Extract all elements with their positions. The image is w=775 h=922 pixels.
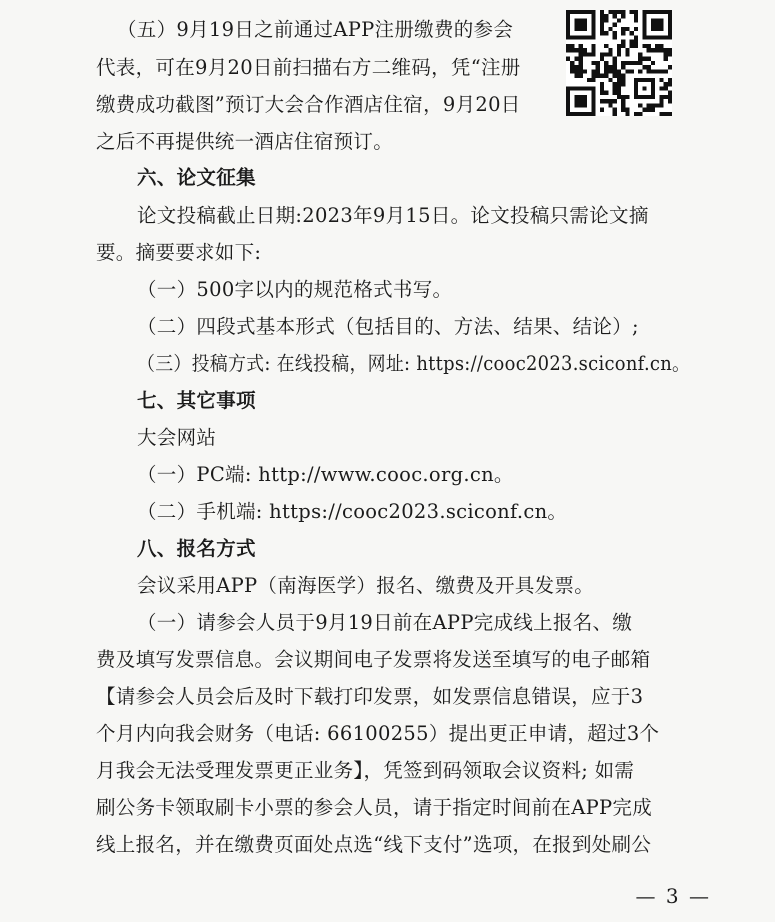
qr-module: [621, 31, 625, 35]
qr-module: [600, 74, 604, 78]
qr-module: [574, 74, 578, 78]
section-heading-7: 七、其它事项: [137, 389, 256, 412]
qr-module: [621, 65, 625, 69]
qr-module: [621, 103, 625, 107]
qr-module: [621, 40, 625, 44]
qr-module: [591, 61, 595, 65]
qr-module: [613, 91, 617, 95]
section-heading-6: 六、论文征集: [137, 166, 256, 189]
qr-module: [647, 69, 651, 73]
qr-module: [655, 69, 659, 73]
qr-module: [634, 18, 638, 22]
qr-module: [591, 44, 595, 48]
qr-module: [630, 31, 634, 35]
qr-module: [651, 61, 655, 65]
qr-module: [659, 95, 663, 99]
text-line: （二）手机端: https://cooc2023.sciconf.cn。: [137, 500, 568, 523]
qr-module: [600, 27, 604, 31]
qr-module: [600, 108, 604, 112]
qr-module: [625, 108, 629, 112]
qr-module: [659, 99, 663, 103]
qr-module: [617, 95, 621, 99]
qr-module: [613, 14, 617, 18]
qr-module: [613, 99, 617, 103]
qr-module: [659, 78, 663, 82]
qr-module: [600, 31, 604, 35]
qr-module: [634, 61, 638, 65]
qr-module: [608, 65, 612, 69]
qr-module: [604, 18, 608, 22]
qr-module: [600, 86, 604, 90]
text-line: 论文投稿截止日期:2023年9月15日。论文投稿只需论文摘: [137, 204, 649, 227]
qr-module: [668, 65, 672, 69]
qr-module: [613, 35, 617, 39]
qr-module: [600, 91, 604, 95]
qr-module: [659, 86, 663, 90]
qr-module: [608, 27, 612, 31]
qr-module: [647, 57, 651, 61]
qr-module: [664, 95, 668, 99]
page-number: — 3 —: [635, 884, 711, 908]
text-line: 月我会无法受理发票更正业务】，凭签到码领取会议资料; 如需: [96, 759, 635, 782]
qr-module: [583, 69, 587, 73]
qr-module: [647, 108, 651, 112]
qr-module: [579, 48, 583, 52]
text-line: 线上报名，并在缴费页面处点选“线下支付”选项，在报到处刷公: [96, 833, 652, 856]
qr-module: [596, 74, 600, 78]
text-line: 缴费成功截图”预订大会合作酒店住宿，9月20日: [96, 93, 521, 116]
qr-module: [613, 86, 617, 90]
qr-module: [659, 103, 663, 107]
qr-module: [600, 23, 604, 27]
qr-module: [625, 69, 629, 73]
qr-module: [604, 74, 608, 78]
qr-module: [570, 69, 574, 73]
qr-module: [664, 112, 668, 116]
qr-module: [621, 14, 625, 18]
qr-module: [617, 44, 621, 48]
qr-module: [608, 69, 612, 73]
qr-module: [596, 65, 600, 69]
qr-module: [634, 35, 638, 39]
qr-module: [579, 61, 583, 65]
qr-module: [583, 48, 587, 52]
qr-module: [638, 103, 642, 107]
qr-module: [617, 91, 621, 95]
qr-module: [574, 65, 578, 69]
qr-module: [604, 14, 608, 18]
qr-module: [613, 112, 617, 116]
qr-module: [625, 95, 629, 99]
qr-module: [668, 52, 672, 56]
qr-module: [613, 61, 617, 65]
qr-module: [613, 82, 617, 86]
qr-module: [613, 108, 617, 112]
qr-module: [621, 108, 625, 112]
qr-module: [638, 69, 642, 73]
qr-module: [591, 48, 595, 52]
qr-module: [630, 61, 634, 65]
qr-module: [566, 57, 570, 61]
qr-module: [591, 74, 595, 78]
qr-module: [638, 112, 642, 116]
qr-module: [630, 10, 634, 14]
qr-module: [651, 103, 655, 107]
qr-module: [613, 23, 617, 27]
qr-module: [600, 57, 604, 61]
qr-module: [668, 48, 672, 52]
qr-module: [591, 69, 595, 73]
qr-module: [600, 10, 604, 14]
qr-module: [600, 18, 604, 22]
qr-module: [668, 112, 672, 116]
qr-module: [634, 27, 638, 31]
qr-module: [591, 52, 595, 56]
qr-module: [655, 44, 659, 48]
qr-module: [634, 112, 638, 116]
qr-module: [579, 44, 583, 48]
text-line: 代表，可在9月20日前扫描右方二维码，凭“注册: [96, 56, 521, 79]
qr-module: [600, 14, 604, 18]
qr-module: [574, 57, 578, 61]
qr-module: [659, 44, 663, 48]
section-heading-8: 八、报名方式: [137, 537, 256, 560]
qr-module: [604, 31, 608, 35]
qr-module: [664, 52, 668, 56]
text-line: 【请参会人员会后及时下载打印发票，如发票信息错误，应于3: [96, 685, 644, 708]
qr-module: [642, 57, 646, 61]
qr-module: [625, 61, 629, 65]
qr-module: [625, 112, 629, 116]
qr-module: [642, 108, 646, 112]
qr-module: [604, 52, 608, 56]
qr-module: [634, 14, 638, 18]
qr-module: [638, 52, 642, 56]
qr-module: [574, 69, 578, 73]
qr-module: [617, 10, 621, 14]
text-line: （一）请参会人员于9月19日前在APP完成线上报名、缴: [137, 611, 633, 634]
qr-module: [664, 48, 668, 52]
qr-module: [625, 52, 629, 56]
qr-module: [608, 78, 612, 82]
qr-module: [579, 52, 583, 56]
qr-module: [634, 40, 638, 44]
qr-module: [621, 10, 625, 14]
qr-module: [600, 99, 604, 103]
qr-module: [664, 57, 668, 61]
qr-module: [617, 78, 621, 82]
qr-module: [591, 78, 595, 82]
qr-module: [617, 74, 621, 78]
qr-module: [668, 78, 672, 82]
qr-module: [647, 65, 651, 69]
qr-module: [613, 31, 617, 35]
qr-module: [651, 69, 655, 73]
qr-module: [566, 44, 570, 48]
qr-module: [621, 27, 625, 31]
qr-module: [630, 44, 634, 48]
qr-module: [634, 44, 638, 48]
qr-module: [596, 61, 600, 65]
qr-module: [664, 82, 668, 86]
qr-module: [587, 52, 591, 56]
qr-module: [642, 65, 646, 69]
qr-module: [634, 10, 638, 14]
qr-module: [570, 48, 574, 52]
qr-module: [668, 91, 672, 95]
qr-module: [664, 69, 668, 73]
text-line: 之后不再提供统一酒店住宿预订。: [96, 130, 394, 153]
qr-module: [613, 10, 617, 14]
qr-module: [574, 48, 578, 52]
qr-module: [604, 91, 608, 95]
qr-module: [608, 52, 612, 56]
qr-module: [621, 44, 625, 48]
qr-module: [647, 44, 651, 48]
text-line: 刷公务卡领取刷卡小票的参会人员，请于指定时间前在APP完成: [96, 796, 653, 819]
qr-module: [600, 82, 604, 86]
qr-module: [587, 78, 591, 82]
qr-module: [647, 48, 651, 52]
qr-module: [604, 61, 608, 65]
qr-module: [668, 95, 672, 99]
qr-module: [617, 52, 621, 56]
qr-module: [613, 74, 617, 78]
qr-module: [583, 52, 587, 56]
qr-module: [647, 103, 651, 107]
qr-module: [651, 108, 655, 112]
qr-module: [630, 40, 634, 44]
text-line: （三）投稿方式: 在线投稿，网址: https://cooc2023.sciconf.cn。: [137, 352, 691, 375]
qr-module: [651, 48, 655, 52]
qr-module: [608, 10, 612, 14]
qr-module: [600, 52, 604, 56]
qr-module: [642, 44, 646, 48]
qr-module: [617, 69, 621, 73]
qr-module: [621, 78, 625, 82]
text-line: （五）9月19日之前通过APP注册缴费的参会: [117, 18, 514, 41]
qr-module: [638, 57, 642, 61]
qr-finder-pattern: [651, 18, 664, 31]
text-line: 要。摘要要求如下:: [96, 241, 262, 264]
qr-module: [613, 69, 617, 73]
qr-module: [664, 86, 668, 90]
qr-module: [668, 99, 672, 103]
qr-module: [608, 99, 612, 103]
qr-module: [579, 74, 583, 78]
qr-code-icon[interactable]: [566, 10, 672, 116]
qr-module: [604, 99, 608, 103]
qr-module: [604, 44, 608, 48]
qr-module: [570, 65, 574, 69]
qr-module: [613, 57, 617, 61]
qr-module: [566, 48, 570, 52]
qr-module: [655, 48, 659, 52]
qr-module: [608, 103, 612, 107]
qr-module: [659, 48, 663, 52]
qr-module: [579, 69, 583, 73]
qr-module: [668, 82, 672, 86]
text-line: （二）四段式基本形式（包括目的、方法、结果、结论）;: [137, 315, 639, 338]
qr-alignment-pattern: [642, 86, 646, 90]
qr-module: [596, 69, 600, 73]
qr-module: [570, 44, 574, 48]
qr-module: [617, 48, 621, 52]
qr-module: [659, 112, 663, 116]
qr-module: [638, 61, 642, 65]
qr-module: [625, 27, 629, 31]
qr-module: [617, 18, 621, 22]
qr-module: [579, 65, 583, 69]
qr-module: [579, 57, 583, 61]
text-line: 会议采用APP（南海医学）报名、缴费及开具发票。: [137, 574, 595, 597]
qr-module: [655, 103, 659, 107]
qr-module: [613, 65, 617, 69]
qr-module: [621, 74, 625, 78]
qr-finder-pattern: [574, 95, 587, 108]
qr-finder-pattern: [574, 18, 587, 31]
text-line: 费及填写发票信息。会议期间电子发票将发送至填写的电子邮箱: [96, 648, 651, 671]
qr-module: [604, 69, 608, 73]
qr-module: [625, 48, 629, 52]
text-line: 大会网站: [137, 426, 217, 449]
qr-module: [630, 69, 634, 73]
qr-module: [570, 61, 574, 65]
qr-module: [608, 48, 612, 52]
text-line: （一）PC端: http://www.cooc.org.cn。: [137, 463, 514, 486]
qr-module: [617, 86, 621, 90]
qr-module: [604, 65, 608, 69]
qr-module: [617, 82, 621, 86]
qr-module: [621, 95, 625, 99]
text-line: 个月内向我会财务（电话: 66100255）提出更正申请，超过3个: [96, 722, 660, 745]
qr-module: [621, 82, 625, 86]
text-line: （一）500字以内的规范格式书写。: [137, 278, 453, 301]
qr-module: [659, 69, 663, 73]
qr-module: [621, 99, 625, 103]
qr-module: [621, 61, 625, 65]
